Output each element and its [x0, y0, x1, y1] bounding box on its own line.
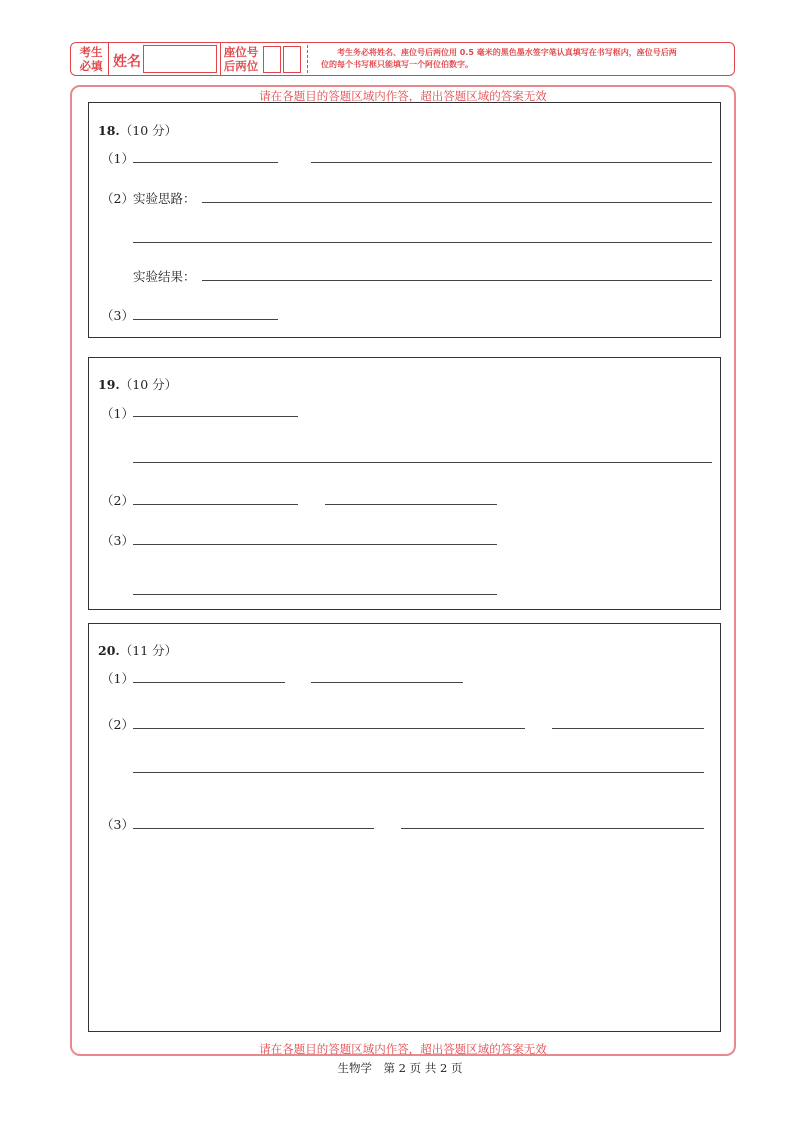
page-footer: 生物学 第 2 页 共 2 页: [337, 1061, 463, 1075]
q19-part-1-label: （1）: [101, 406, 134, 421]
q18-result-label: 实验结果：: [133, 269, 196, 284]
question-20-number: 20.: [98, 643, 120, 658]
seat-label-line-1: 座位号: [223, 45, 259, 59]
question-19-score: （10 分）: [119, 377, 178, 392]
q18-p3-answer-line[interactable]: [133, 319, 278, 320]
q20-p1-answer-line-a[interactable]: [133, 682, 285, 683]
q18-part-1-label: （1）: [101, 151, 134, 166]
seat-digit-box-2[interactable]: [283, 46, 301, 73]
seat-digit-box-1[interactable]: [263, 46, 281, 73]
question-19-box: [88, 357, 721, 610]
candidate-info-header: [70, 42, 735, 76]
q19-p3-answer-line-2[interactable]: [133, 594, 497, 595]
q20-part-1-label: （1）: [101, 671, 134, 686]
question-18-score: （10 分）: [119, 123, 178, 138]
name-label: 姓名: [113, 54, 141, 70]
divider: [108, 43, 109, 75]
question-18-number: 18.: [98, 123, 120, 138]
q19-p1-answer-line-a[interactable]: [133, 416, 298, 417]
q18-idea-line-2[interactable]: [133, 242, 712, 243]
question-20-score: （11 分）: [119, 643, 178, 658]
q20-p3-answer-line-a[interactable]: [133, 828, 374, 829]
q19-p2-answer-line-b[interactable]: [325, 504, 497, 505]
name-input-box[interactable]: [143, 45, 217, 73]
question-20-box: [88, 623, 721, 1032]
q19-part-2-label: （2）: [101, 493, 134, 508]
q18-part-2-label: （2）: [101, 191, 134, 206]
q19-p1-answer-line-b[interactable]: [133, 462, 712, 463]
seat-label: [221, 45, 261, 73]
must-fill-line-1: 考生: [79, 45, 103, 59]
q18-idea-label: 实验思路：: [133, 191, 196, 206]
q18-p1-answer-line-a[interactable]: [133, 162, 278, 163]
q18-p1-answer-line-b[interactable]: [311, 162, 712, 163]
must-fill-line-2: 必填: [79, 59, 103, 73]
notice-line-2: 位的每个书写框只能填写一个阿位伯数字。: [321, 60, 473, 69]
seat-label-line-2: 后两位: [223, 59, 259, 73]
question-19-heading: [98, 375, 177, 393]
q18-result-line[interactable]: [202, 280, 712, 281]
question-20-heading: [98, 641, 177, 659]
q18-part-3-label: （3）: [101, 308, 134, 323]
question-19-number: 19.: [98, 377, 120, 392]
warning-top: 请在各题目的答题区域内作答，超出答题区域的答案无效: [259, 89, 547, 103]
q20-p2-answer-line-a[interactable]: [133, 728, 525, 729]
warning-bottom: 请在各题目的答题区域内作答，超出答题区域的答案无效: [259, 1042, 547, 1056]
q20-p2-answer-line-b[interactable]: [552, 728, 704, 729]
q20-p1-answer-line-b[interactable]: [311, 682, 463, 683]
q19-p2-answer-line-a[interactable]: [133, 504, 298, 505]
question-18-heading: [98, 121, 177, 139]
q20-p3-answer-line-b[interactable]: [401, 828, 704, 829]
notice-line-1: 考生务必将姓名、座位号后两位用 0.5 毫米的黑色墨水签字笔认真填写在书写框内，座位号后两: [337, 48, 677, 57]
must-fill-label: [77, 45, 105, 73]
q20-part-2-label: （2）: [101, 717, 134, 732]
q18-idea-line-1[interactable]: [202, 202, 712, 203]
question-18-box: [88, 102, 721, 338]
q20-p2-answer-line-c[interactable]: [133, 772, 704, 773]
filling-notice: [321, 47, 731, 71]
q19-part-3-label: （3）: [101, 533, 134, 548]
dashed-divider: [307, 45, 308, 73]
q19-p3-answer-line-1[interactable]: [133, 544, 497, 545]
q20-part-3-label: （3）: [101, 817, 134, 832]
